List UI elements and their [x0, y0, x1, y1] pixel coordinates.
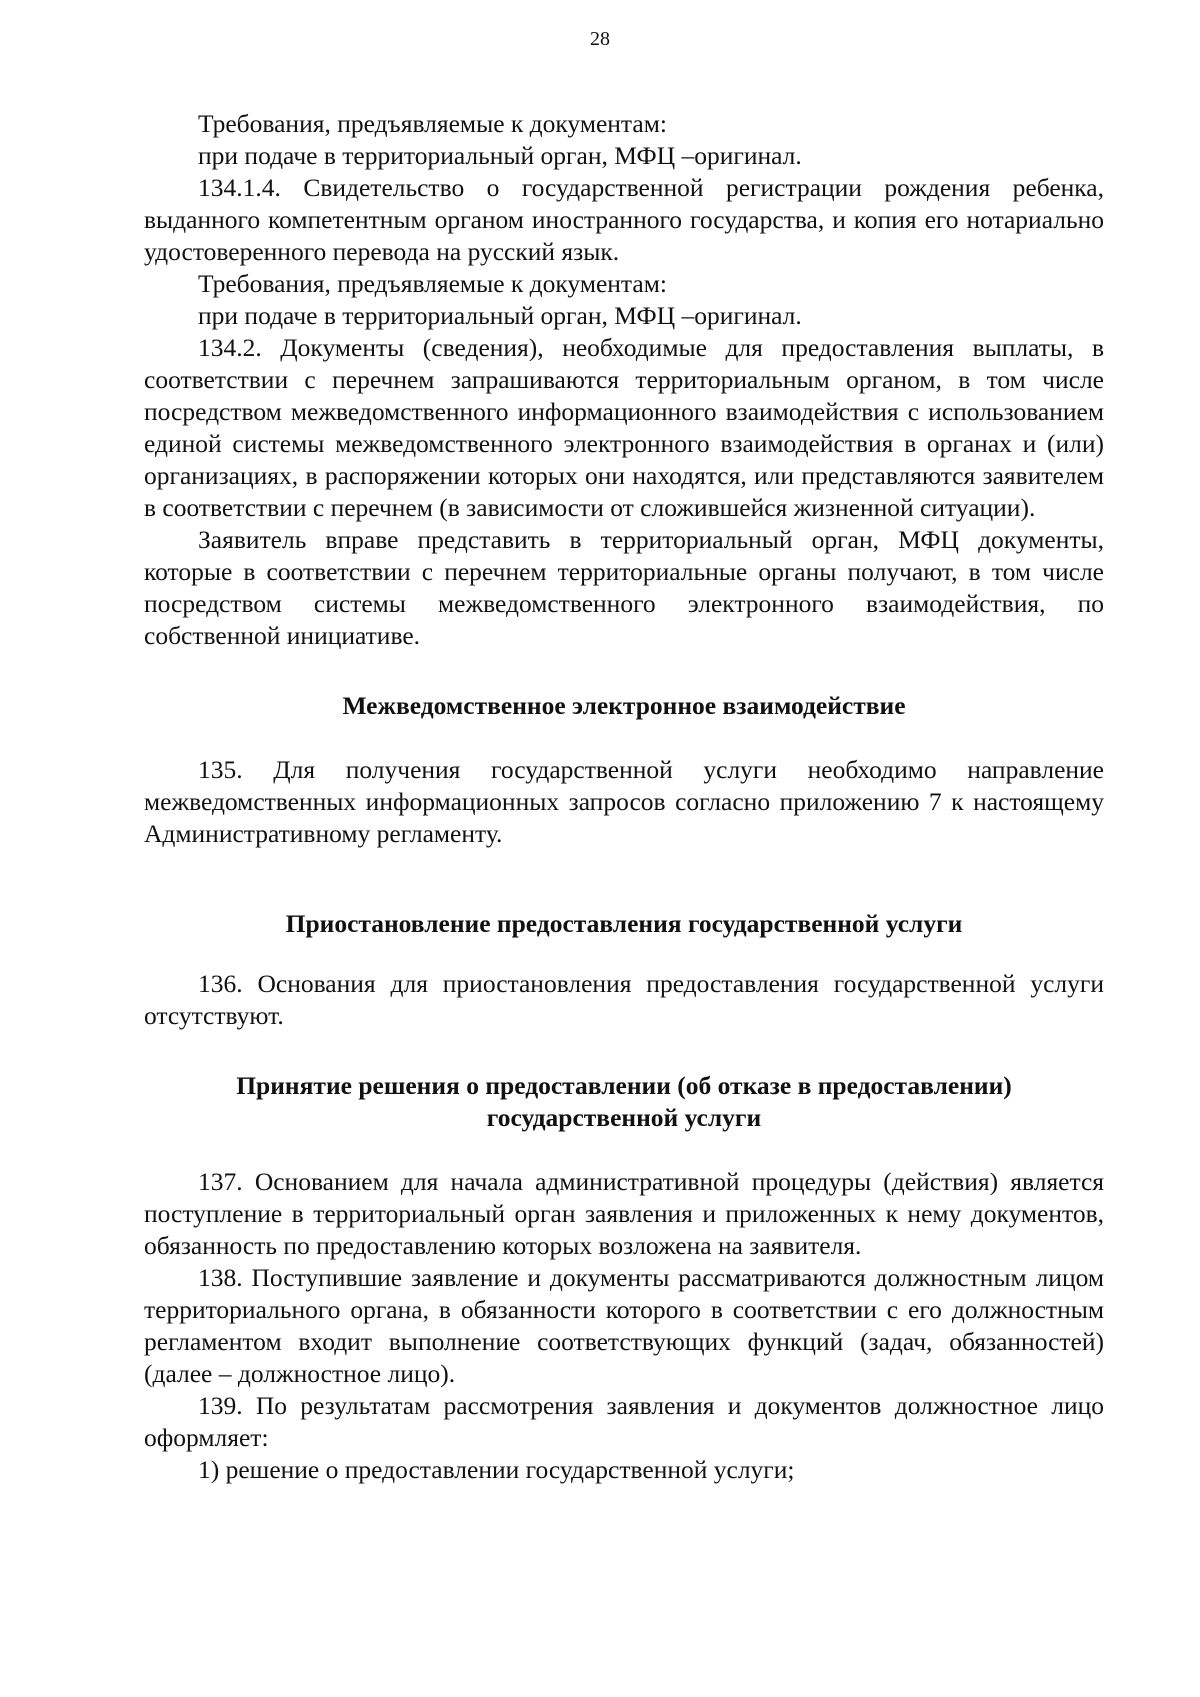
requirements-label-2: Требования, предъявляемые к документам: — [198, 269, 667, 298]
spacer — [144, 940, 1104, 968]
page-number: 28 — [590, 28, 610, 50]
paragraph-137: 137. Основанием для начала административной процедуры (действия) является поступление в территориальный орган заявления и приложенных к нему документов, обязанность по предоставлению которых возложена на заявителя. — [144, 1167, 1104, 1260]
heading-interagency: Межведомственное электронное взаимодействие — [342, 691, 906, 720]
requirements-label-1: Требования, предъявляемые к документам: — [198, 109, 667, 138]
spacer — [144, 850, 1104, 908]
list-item-1: 1) решение о предоставлении государственной услуги; — [198, 1455, 795, 1484]
spacer — [144, 722, 1104, 754]
paragraph-136: 136. Основания для приостановления предоставления государственной услуги отсутствуют. — [144, 969, 1104, 1030]
requirements-original-2: при подаче в территориальный орган, МФЦ –оригинал. — [198, 301, 802, 330]
heading-suspension: Приостановление предоставления государственной услуги — [285, 909, 963, 938]
requirements-original-1: при подаче в территориальный орган, МФЦ –оригинал. — [198, 141, 802, 170]
spacer — [144, 1134, 1104, 1166]
paragraph-138: 138. Поступившие заявление и документы рассматриваются должностным лицом территориального органа, в обязанности которого в соответствии с его должностным регламентом входит выполнение соответствующих функций (задач, обязанностей) (далее – должностное лицо). — [144, 1263, 1104, 1388]
paragraph-134-1-4: 134.1.4. Свидетельство о государственной регистрации рождения ребенка, выданного компетентным органом иностранного государства, и копия его нотариально удостоверенного перевода на русский язык. — [144, 173, 1104, 266]
heading-decision-line-1: Принятие решения о предоставлении (об отказе в предоставлении) — [236, 1071, 1012, 1100]
paragraph-139: 139. По результатам рассмотрения заявления и документов должностное лицо оформляет: — [144, 1391, 1104, 1452]
heading-decision-line-2: государственной услуги — [486, 1103, 762, 1132]
paragraph-134-2: 134.2. Документы (сведения), необходимые для предоставления выплаты, в соответствии с перечнем запрашиваются территориальным органом, в том числе посредством межведомственного информационного взаимодействия с использованием единой системы межведомственного электронного взаимодействия в органах и (или) организациях, в распоряжении которых они находятся, или представляются заявителем в соответствии с перечнем (в зависимости от сложившейся жизненной ситуации). — [144, 333, 1104, 522]
document-body — [144, 108, 1104, 1486]
paragraph-135: 135. Для получения государственной услуги необходимо направление межведомственных информационных запросов согласно приложению 7 к настоящему Административному регламенту. — [144, 755, 1104, 848]
spacer — [144, 652, 1104, 690]
applicant-right-paragraph: Заявитель вправе представить в территориальный орган, МФЦ документы, которые в соответствии с перечнем территориальные органы получают, в том числе посредством системы межведомственного электронного взаимодействия, по собственной инициативе. — [144, 525, 1104, 650]
spacer — [144, 1032, 1104, 1070]
